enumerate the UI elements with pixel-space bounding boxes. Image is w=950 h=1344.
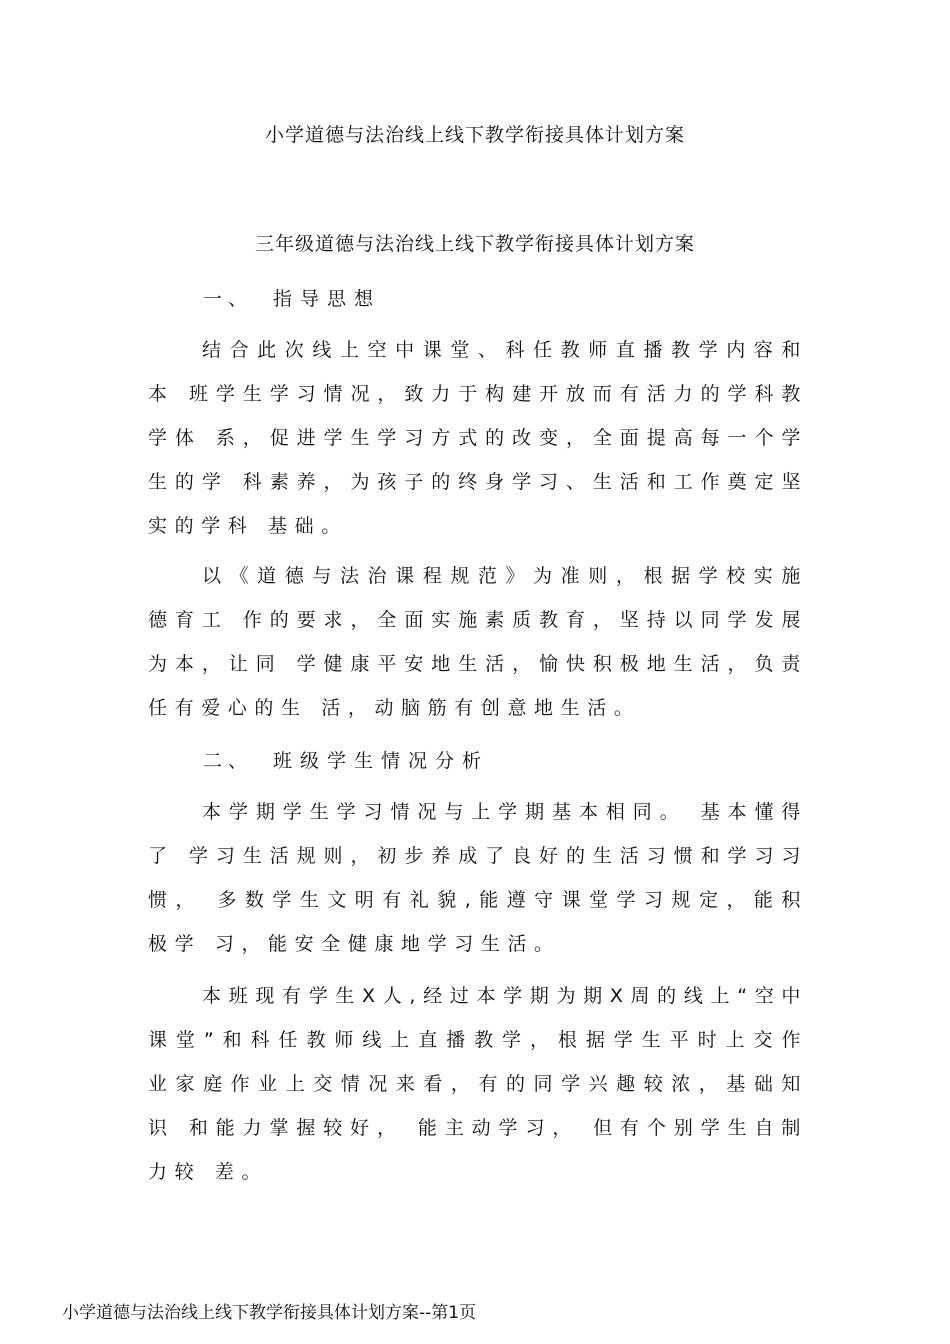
- section-number: 一、: [203, 288, 254, 310]
- section-title: 指导思想: [273, 288, 382, 310]
- section-title: 班级学生情况分析: [273, 750, 490, 772]
- section-heading-1: [203, 284, 381, 311]
- paragraph: 结合此次线上空中课堂、科任教师直播教学内容和本 班学生学习情况，致力于构建开放而有活力的学科教学体 系，促进学生学习方式的改变，全面提高每一个学生的学 科素养，为孩子的终身学习、生活和工作奠定坚实的学科 基础。: [148, 339, 808, 537]
- paragraph: 本学期学生学习情况与上学期基本相同。 基本懂得了 学习生活规则，初步养成了良好的生活习惯和学习习惯， 多数学生文明有礼貌,能遵守课堂学习规定，能积极学 习，能安全健康地学习生活。: [148, 801, 808, 955]
- page-footer: 小学道德与法治线上线下教学衔接具体计划方案--第1页: [62, 1303, 477, 1323]
- section-heading-2: [203, 746, 489, 773]
- paragraph: 本班现有学生X人,经过本学期为期X周的线上“空中课堂”和科任教师线上直播教学，根据学生平时上交作 业家庭作业上交情况来看，有的同学兴趣较浓，基础知识 和能力掌握较好， 能主动学习， 但有个别学生自制力较 差。: [148, 985, 808, 1183]
- document-title: 小学道德与法治线上线下教学衔接具体计划方案: [264, 124, 685, 146]
- document-subtitle: 三年级道德与法治线上线下教学衔接具体计划方案: [254, 233, 695, 255]
- section-number: 二、: [203, 750, 254, 772]
- paragraph: 以《道德与法治课程规范》为准则，根据学校实施德育工 作的要求，全面实施素质教育，坚持以同学发展为本，让同 学健康平安地生活，愉快积极地生活，负责任有爱心的生 活，动脑筋有创意地生活。: [148, 565, 808, 719]
